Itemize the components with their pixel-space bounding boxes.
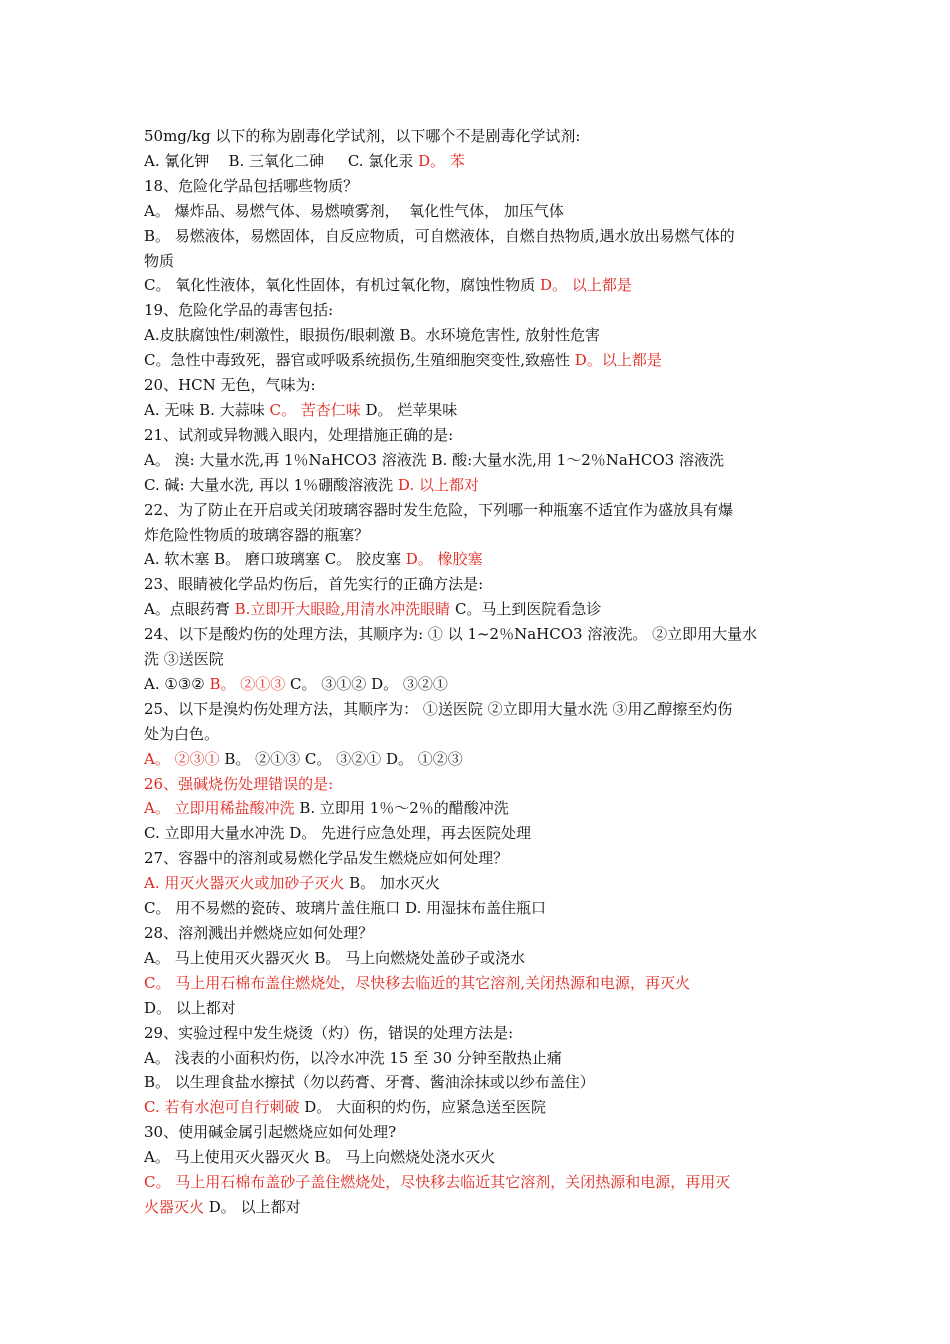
- answer-highlight: D。 以上都是: [540, 276, 632, 295]
- text-segment: D。 以上都对: [144, 998, 236, 1017]
- text-line: [144, 1145, 814, 1170]
- text-line: [144, 273, 814, 298]
- text-segment: 21、试剂或异物溅入眼内，处理措施正确的是:: [144, 425, 454, 444]
- text-segment: A。点眼药膏: [144, 600, 235, 619]
- text-segment: D。 大面积的灼伤，应紧急送至医院: [299, 1098, 547, 1117]
- answer-highlight: C。 苦杏仁味: [269, 400, 361, 419]
- text-segment: 22、为了防止在开启或关闭玻璃容器时发生危险，下列哪一种瓶塞不适宜作为盛放具有爆: [144, 500, 734, 519]
- text-line: [144, 1170, 814, 1195]
- text-segment: 物质: [144, 251, 175, 270]
- text-line: [144, 348, 814, 373]
- text-line: [144, 722, 814, 747]
- text-line: [144, 174, 814, 199]
- text-line: [144, 448, 814, 473]
- text-line: [144, 622, 814, 647]
- text-segment: A。 溴: 大量水洗,再 1％NaHCO3 溶液洗 B. 酸:大量水洗,用 1～2％NaHCO3 溶液洗: [144, 450, 724, 469]
- text-segment: 29、实验过程中发生烧烫（灼）伤，错误的处理方法是:: [144, 1023, 514, 1042]
- text-line: [144, 124, 814, 149]
- answer-highlight: A. 用灭火器灭火或加砂子灭火: [144, 874, 345, 893]
- text-segment: 炸危险性物质的玻璃容器的瓶塞？: [144, 525, 370, 544]
- text-segment: 洗 ③送医院: [144, 650, 224, 669]
- text-segment: 19、危险化学品的毒害包括:: [144, 301, 334, 320]
- text-line: [144, 971, 814, 996]
- text-line: [144, 547, 814, 572]
- text-line: [144, 946, 814, 971]
- text-segment: 处为白色。: [144, 724, 220, 743]
- text-line: [144, 373, 814, 398]
- text-segment: B。 ②①③ C。 ③②① D。 ①②③: [219, 749, 463, 768]
- answer-highlight: D. 以上都对: [397, 475, 479, 494]
- text-line: [144, 149, 814, 174]
- text-line: [144, 1095, 814, 1120]
- text-line: [144, 323, 814, 348]
- text-line: [144, 796, 814, 821]
- text-line: [144, 523, 814, 548]
- text-segment: 28、溶剂溅出并燃烧应如何处理？: [144, 924, 374, 942]
- answer-highlight: C。 马上用石棉布盖住燃烧处，尽快移去临近的其它溶剂,关闭热源和电源，再灭火: [144, 973, 691, 992]
- text-segment: C。 用不易燃的瓷砖、玻璃片盖住瓶口 D. 用湿抹布盖住瓶口: [144, 899, 547, 918]
- answer-highlight: C. 若有水泡可自行刺破: [144, 1098, 300, 1117]
- answer-highlight: D。 苯: [418, 151, 465, 170]
- text-line: [144, 572, 814, 597]
- answer-highlight: A。 立即用稀盐酸冲洗: [144, 799, 295, 818]
- text-line: [144, 249, 814, 274]
- text-segment: C。 ③①② D。 ③②①: [285, 674, 448, 693]
- text-line: [144, 473, 814, 498]
- text-line: [144, 747, 814, 772]
- text-segment: B。 加水灭火: [344, 874, 440, 893]
- text-line: [144, 921, 814, 946]
- text-line: [144, 224, 814, 249]
- text-line: [144, 1195, 814, 1220]
- text-segment: C. 碱: 大量水洗, 再以 1％硼酸溶液洗: [144, 475, 398, 494]
- text-segment: 30、使用碱金属引起燃烧应如何处理?: [144, 1123, 397, 1142]
- text-segment: 25、以下是溴灼伤处理方法，其顺序为： ①送医院 ②立即用大量水洗 ③用乙醇擦至灼伤: [144, 699, 733, 718]
- text-segment: A。 马上使用灭火器灭火 B。 马上向燃烧处盖砂子或浇水: [144, 948, 526, 967]
- text-line: [144, 697, 814, 722]
- text-segment: C。 氧化性液体，氧化性固体，有机过氧化物，腐蚀性物质: [144, 276, 541, 295]
- text-segment: A。 爆炸品、易燃气体、易燃喷雾剂， 氧化性气体， 加压气体: [144, 201, 564, 220]
- text-segment: C。急性中毒致死，器官或呼吸系统损伤,生殖细胞突变性,致癌性: [144, 351, 575, 370]
- answer-highlight: A。 ②③①: [144, 749, 220, 768]
- text-line: [144, 398, 814, 423]
- answer-highlight: C。 马上用石棉布盖砂子盖住燃烧处，尽快移去临近其它溶剂，关闭热源和电源，再用灭: [144, 1173, 731, 1192]
- text-line: [144, 298, 814, 323]
- text-line: [144, 1021, 814, 1046]
- text-line: [144, 597, 814, 622]
- text-line: [144, 498, 814, 523]
- answer-highlight: B。 ②①③: [209, 674, 286, 693]
- text-segment: A。 浅表的小面积灼伤，以冷水冲洗 15 至 30 分钟至散热止痛: [144, 1048, 562, 1067]
- text-segment: B. 立即用 1％～2％的醋酸冲洗: [294, 799, 509, 818]
- answer-highlight: 26、强碱烧伤处理错误的是:: [144, 774, 334, 793]
- text-line: [144, 672, 814, 697]
- document-page: [144, 124, 814, 1220]
- text-line: [144, 896, 814, 921]
- text-segment: 24、以下是酸灼伤的处理方法，其顺序为: ① 以 1~2％NaHCO3 溶液洗。 ②立即用大量水: [144, 625, 758, 644]
- text-segment: A. ①③②: [144, 674, 210, 693]
- text-line: [144, 821, 814, 846]
- text-segment: 27、容器中的溶剂或易燃化学品发生燃烧应如何处理？: [144, 849, 509, 868]
- answer-highlight: D。以上都是: [574, 351, 662, 370]
- text-segment: C. 立即用大量水冲洗 D。 先进行应急处理，再去医院处理: [144, 824, 532, 843]
- text-segment: A.皮肤腐蚀性/刺激性，眼损伤/眼刺激 B。水环境危害性, 放射性危害: [144, 326, 601, 345]
- text-segment: C。马上到医院看急诊: [450, 600, 602, 619]
- text-segment: D。 烂苹果味: [360, 400, 458, 419]
- text-line: [144, 647, 814, 672]
- text-segment: B。 以生理食盐水擦拭（勿以药膏、牙膏、酱油涂抹或以纱布盖住）: [144, 1073, 595, 1092]
- text-segment: B。 易燃液体，易燃固体，自反应物质，可自燃液体，自燃自热物质,遇水放出易燃气体的: [144, 226, 735, 245]
- text-line: [144, 772, 814, 797]
- text-segment: 18、危险化学品包括哪些物质？: [144, 176, 359, 195]
- text-segment: 20、HCN 无色，气味为:: [144, 376, 316, 395]
- text-line: [144, 1070, 814, 1095]
- text-line: [144, 996, 814, 1021]
- text-segment: A. 无味 B. 大蒜味: [144, 400, 270, 419]
- text-segment: 50mg/kg 以下的称为剧毒化学试剂，以下哪个不是剧毒化学试剂:: [144, 127, 581, 145]
- text-segment: A。 马上使用灭火器灭火 B。 马上向燃烧处浇水灭火: [144, 1148, 496, 1167]
- answer-highlight: 火器灭火: [144, 1197, 205, 1216]
- answer-highlight: B.立即开大眼睑,用清水冲洗眼睛: [234, 600, 451, 619]
- text-segment: D。 以上都对: [204, 1197, 301, 1216]
- text-segment: A. 软木塞 B。 磨口玻璃塞 C。 胶皮塞: [144, 550, 406, 569]
- answer-highlight: D。 橡胶塞: [405, 550, 483, 569]
- text-line: [144, 871, 814, 896]
- text-segment: A. 氰化钾 B. 三氧化二砷 C. 氯化汞: [144, 151, 419, 170]
- text-line: [144, 1046, 814, 1071]
- text-segment: 23、眼睛被化学品灼伤后，首先实行的正确方法是:: [144, 575, 484, 594]
- text-line: [144, 423, 814, 448]
- text-line: [144, 846, 814, 871]
- text-line: [144, 1120, 814, 1145]
- text-line: [144, 199, 814, 224]
